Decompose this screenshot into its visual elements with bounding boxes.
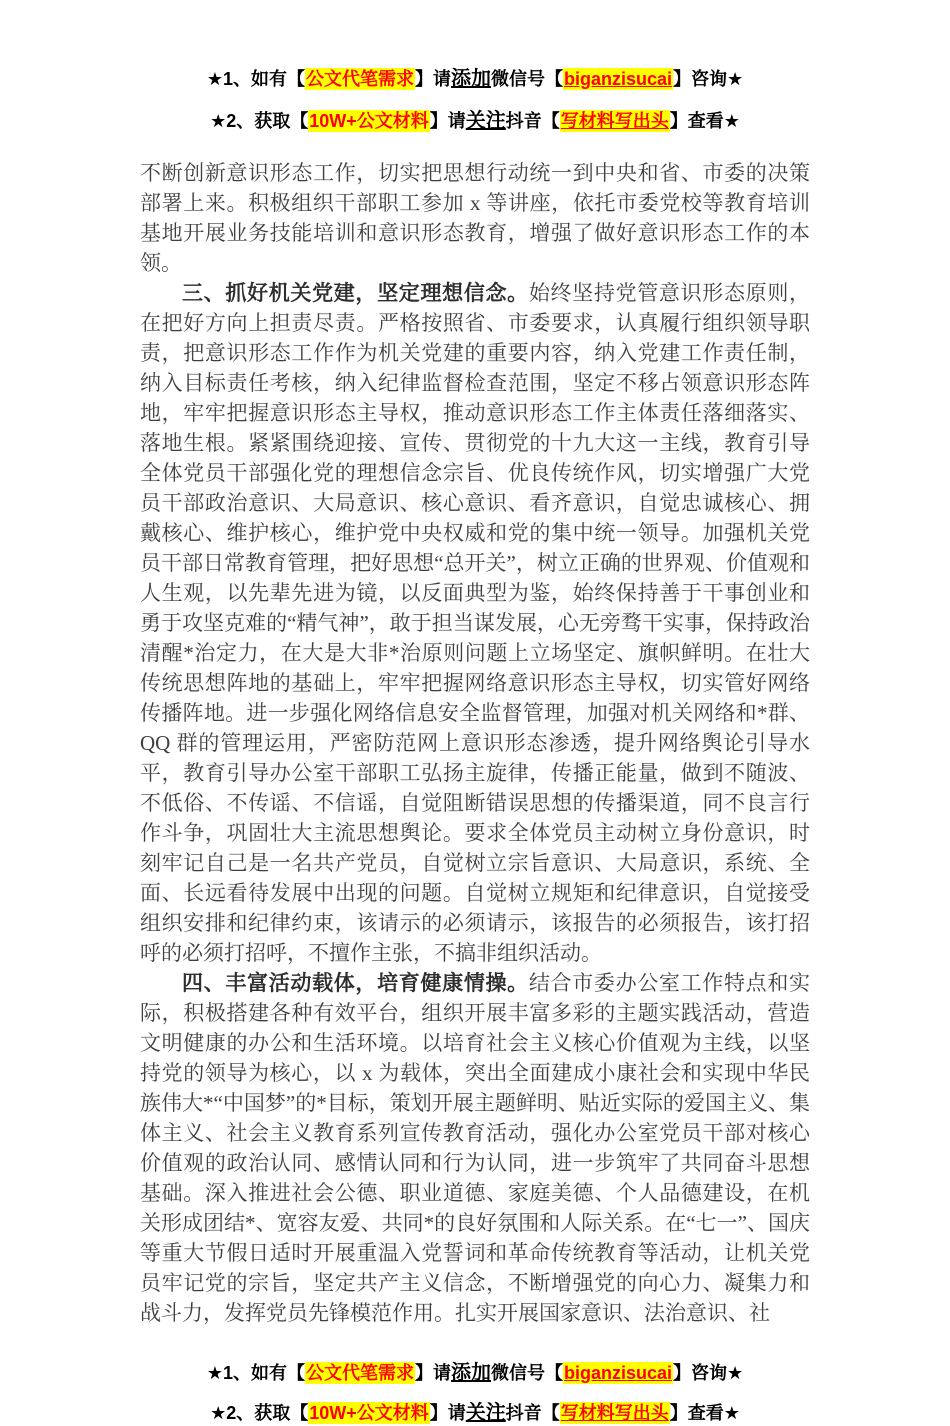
promo1-mid2: 微信号【 bbox=[490, 69, 563, 89]
promo2-action-follow: 关注 bbox=[465, 1402, 506, 1424]
promo1-wechat-id: biganzisucai bbox=[563, 69, 673, 89]
promo2-prefix: ★2、获取【 bbox=[210, 1403, 309, 1423]
promo-banner-bottom bbox=[140, 1360, 810, 1426]
promo2-mid1: 】请 bbox=[429, 1403, 466, 1423]
section-3-heading: 三、抓好机关党建，坚定理想信念。 bbox=[182, 281, 529, 305]
promo2-mid1: 】请 bbox=[429, 111, 466, 131]
promo1-prefix: ★1、如有【 bbox=[206, 1363, 305, 1383]
promo2-douyin-id: 写材料写出头 bbox=[560, 1403, 669, 1423]
promo1-wechat-id: biganzisucai bbox=[563, 1363, 673, 1383]
paragraph-continuation bbox=[140, 158, 810, 278]
document-body bbox=[140, 158, 810, 1328]
promo1-highlight-service: 公文代笔需求 bbox=[305, 69, 414, 89]
promo1-highlight-service: 公文代笔需求 bbox=[305, 1363, 414, 1383]
promo2-highlight-material: 10W+公文材料 bbox=[309, 1403, 429, 1423]
promo2-mid2: 抖音【 bbox=[505, 111, 560, 131]
paragraph-text: 不断创新意识形态工作，切实把思想行动统一到中央和省、市委的决策部署上来。积极组织干部职工参加 x 等讲座，依托市委党校等教育培训基地开展业务技能培训和意识形态教育，增强了做好意识形态工作的本领。 bbox=[140, 161, 810, 275]
promo1-suffix: 】咨询★ bbox=[673, 1363, 744, 1383]
paragraph-text: 结合市委办公室工作特点和实际，积极搭建各种有效平台，组织开展丰富多彩的主题实践活动，营造文明健康的办公和生活环境。以培育社会主义核心价值观为主线，以坚持党的领导为核心，以 x 为载体，突出全面建成小康社会和实现中华民族伟大*“中国梦”的*目标，策划开展主题鲜明、贴近实际的爱国主义、集体主义、社会主义教育系列宣传教育活动，强化办公室党员干部对核心价值观的政治认同、感情认同和行为认同，进一步筑牢了共同奋斗思想基础。深入推进社会公德、职业道德、家庭美德、个人品德建设，在机关形成团结*、宽容友爱、共同*的良好氛围和人际关系。在“七一”、国庆等重大节假日适时开展重温入党誓词和革命传统教育等活动，让机关党员牢记党的宗旨，坚定共产主义信念，不断增强党的向心力、凝集力和战斗力，发挥党员先锋模范作用。扎实开展国家意识、法治意识、社 bbox=[140, 971, 811, 1325]
promo-line-2-bottom bbox=[140, 1400, 810, 1426]
promo1-prefix: ★1、如有【 bbox=[206, 69, 305, 89]
promo1-suffix: 】咨询★ bbox=[673, 69, 744, 89]
promo-line-1 bbox=[140, 66, 810, 92]
paragraph-section-4 bbox=[140, 968, 810, 1328]
promo2-highlight-material: 10W+公文材料 bbox=[309, 111, 429, 131]
promo2-action-follow: 关注 bbox=[465, 110, 506, 132]
promo-banner-top bbox=[140, 66, 810, 134]
promo2-suffix: 】查看★ bbox=[669, 111, 740, 131]
paragraph-text: 始终坚持党管意识形态原则，在把好方向上担责尽责。严格按照省、市委要求，认真履行组织领导职责，把意识形态工作作为机关党建的重要内容，纳入党建工作责任制，纳入目标责任考核，纳入纪律监督检查范围，坚定不移占领意识形态阵地，牢牢把握意识形态主导权，推动意识形态工作主体责任落细落实、落地生根。紧紧围绕迎接、宣传、贯彻党的十九大这一主线，教育引导全体党员干部强化党的理想信念宗旨、优良传统作风，切实增强广大党员干部政治意识、大局意识、核心意识、看齐意识，自觉忠诚核心、拥戴核心、维护核心，维护党中央权威和党的集中统一领导。加强机关党员干部日常教育管理，把好思想“总开关”，树立正确的世界观、价值观和人生观，以先辈先进为镜，以反面典型为鉴，始终保持善于干事创业和勇于攻坚克难的“精气神”，敢于担当谋发展，心无旁骛干实事，保持政治清醒*治定力，在大是大非*治原则问题上立场坚定、旗帜鲜明。在壮大传统思想阵地的基础上，牢牢把握网络意识形态主导权，切实管好网络传播阵地。进一步强化网络信息安全监督管理，加强对机关网络和*群、QQ 群的管理运用，严密防范网上意识形态渗透，提升网络舆论引导水平，教育引导办公室干部职工弘扬主旋律，传播正能量，做到不随波、不低俗、不传谣、不信谣，自觉阻断错误思想的传播渠道，同不良言行作斗争，巩固壮大主流思想舆论。要求全体党员主动树立身份意识，时刻牢记自己是一名共产党员，自觉树立宗旨意识、大局意识，系统、全面、长远看待发展中出现的问题。自觉树立规矩和纪律意识，自觉接受组织安排和纪律约束，该请示的必须请示，该报告的必须报告，该打招呼的必须打招呼，不擅作主张，不搞非组织活动。 bbox=[140, 281, 811, 965]
promo1-action-add: 添加 bbox=[450, 1362, 491, 1384]
section-4-heading: 四、丰富活动载体，培育健康情操。 bbox=[182, 971, 529, 995]
promo2-douyin-id: 写材料写出头 bbox=[560, 111, 669, 131]
promo-line-2 bbox=[140, 108, 810, 134]
promo1-mid1: 】请 bbox=[414, 1363, 451, 1383]
promo2-prefix: ★2、获取【 bbox=[210, 111, 309, 131]
promo1-action-add: 添加 bbox=[450, 68, 491, 90]
promo1-mid1: 】请 bbox=[414, 69, 451, 89]
promo2-mid2: 抖音【 bbox=[505, 1403, 560, 1423]
promo-line-1-bottom bbox=[140, 1360, 810, 1386]
promo2-suffix: 】查看★ bbox=[669, 1403, 740, 1423]
promo1-mid2: 微信号【 bbox=[490, 1363, 563, 1383]
paragraph-section-3 bbox=[140, 278, 810, 968]
